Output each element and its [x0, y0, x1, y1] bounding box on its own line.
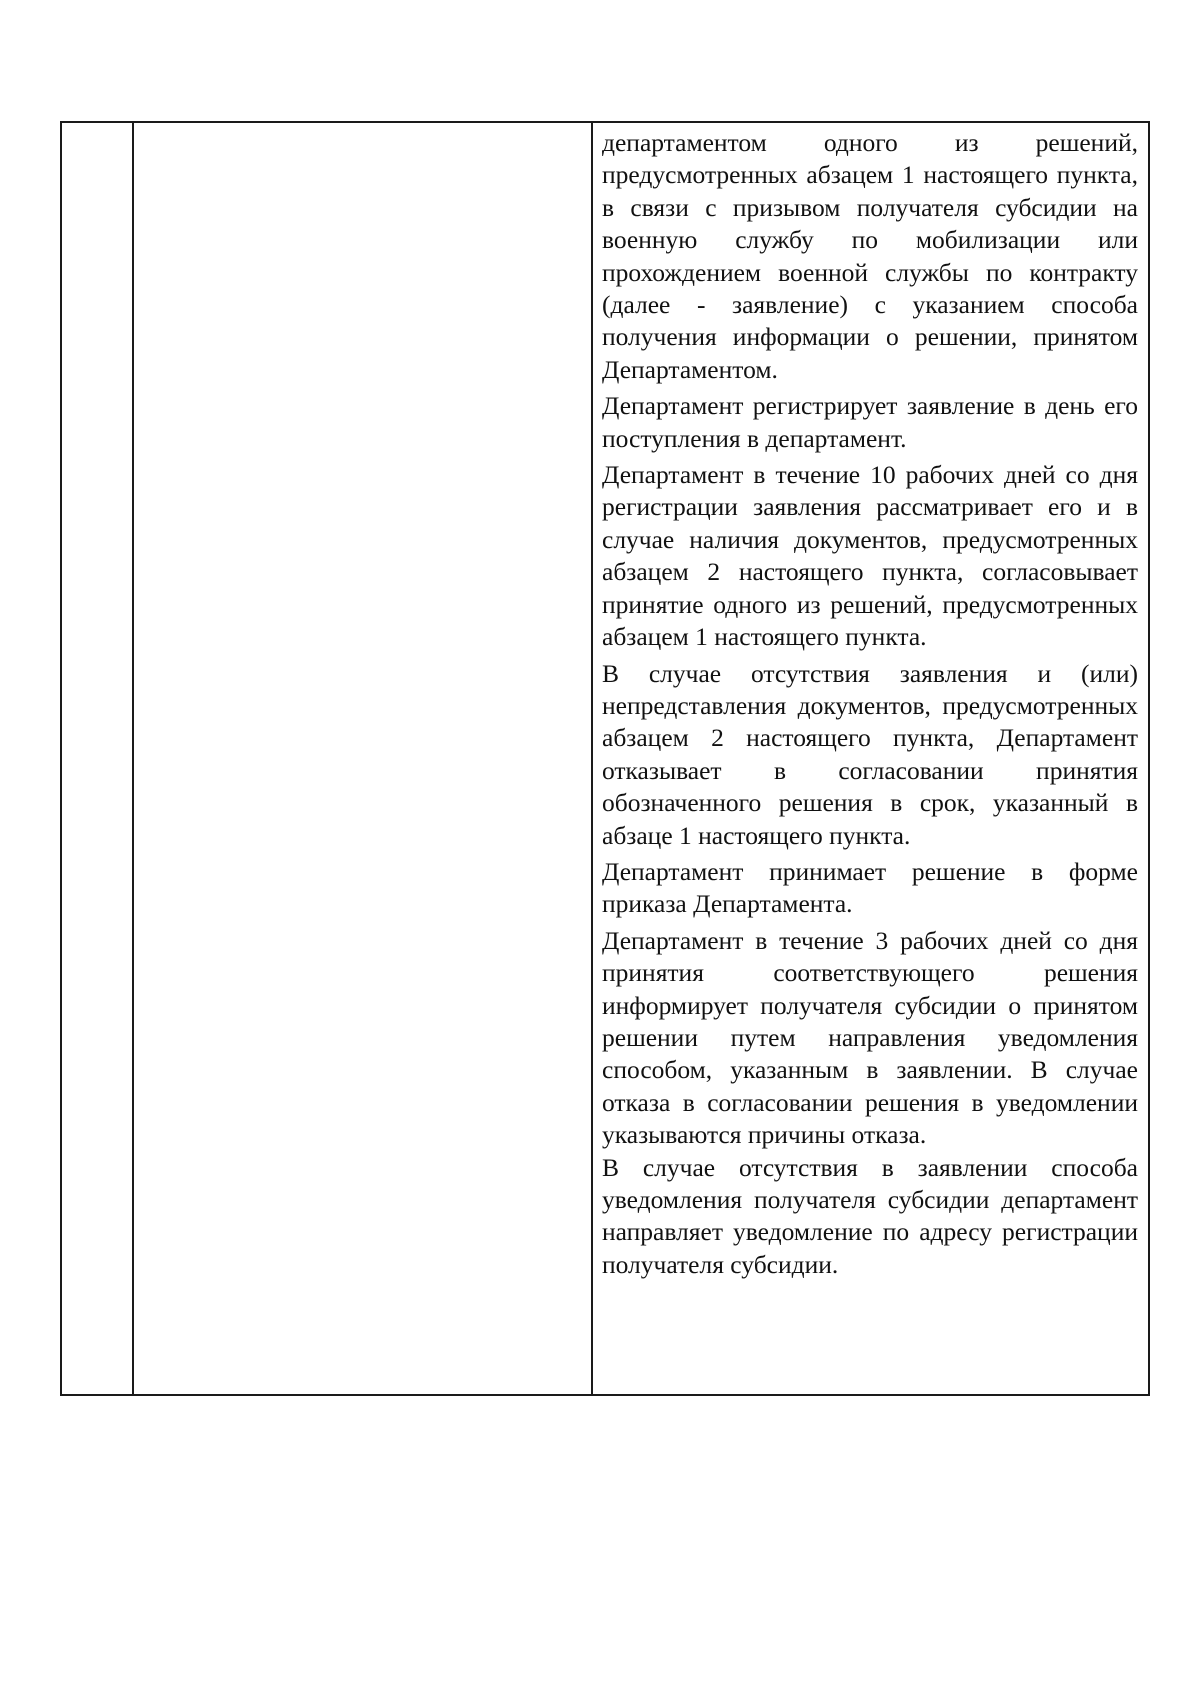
paragraph: Департамент в течение 3 рабочих дней со дня принятия соответствующего решения информирует получателя субсидии о принятом решении путем направления уведомления способом, указанным в заявлении. В случае отказа в согласовании решения в уведомлении указываются причины отказа. [602, 925, 1138, 1150]
table-cell-number [62, 123, 132, 1394]
paragraph: Департамент в течение 10 рабочих дней со дня регистрации заявления рассматривает его и в случае наличия документов, предусмотренных абзацем 2 настоящего пункта, согласовывает принятие одного из решений, предусмотренных абзацем 1 настоящего пункта. [602, 460, 1138, 652]
column-divider [591, 123, 593, 1394]
table-cell-requirement [134, 123, 591, 1394]
table-cell-description [602, 127, 1138, 1281]
paragraph: Департамент регистрирует заявление в день его поступления в департамент. [602, 391, 1138, 453]
paragraph: Департамент принимает решение в форме приказа Департамента. [602, 856, 1138, 919]
document-table [60, 121, 1150, 1396]
paragraph: В случае отсутствия заявления и (или) непредставления документов, предусмотренных абзацем 2 настоящего пункта, Департамент отказывает в согласовании принятия обозначенного решения в срок, указанный в абзаце 1 настоящего пункта. [602, 658, 1138, 850]
paragraph: В случае отсутствия в заявлении способа уведомления получателя субсидии департамент направляет уведомление по адресу регистрации получателя субсидии. [602, 1152, 1138, 1279]
paragraph: департаментом одного из решений, предусмотренных абзацем 1 настоящего пункта, в связи с призывом получателя субсидии на военную службу по мобилизации или прохождением военной службы по контракту (далее - заявление) с указанием способа получения информации о решении, принятом Департаментом. [602, 128, 1138, 384]
